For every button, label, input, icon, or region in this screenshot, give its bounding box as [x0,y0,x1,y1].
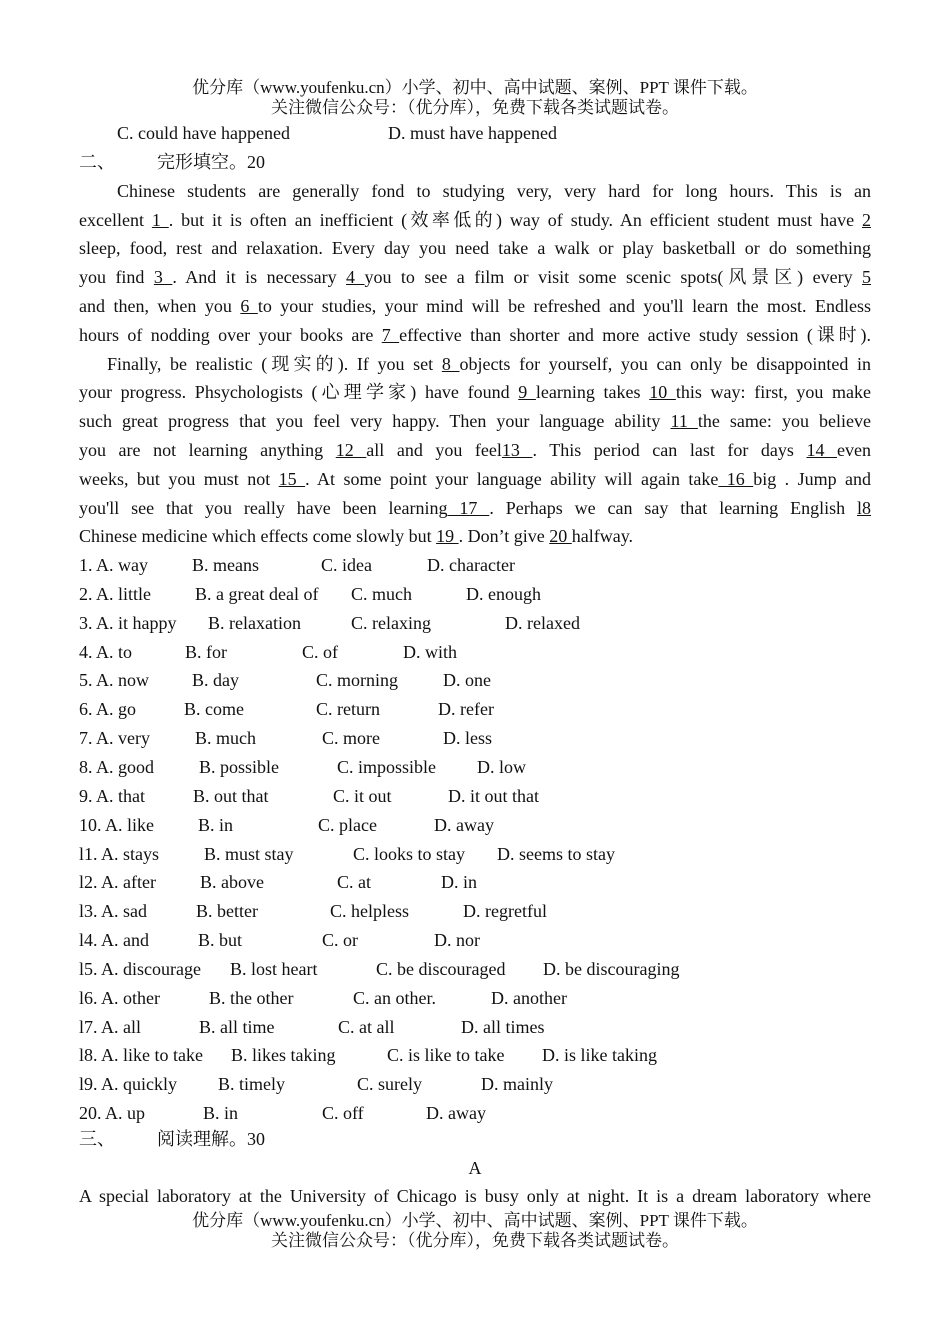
passage-line [79,410,871,432]
passage-line: sleep, food, rest and relaxation. Every day you need take a walk or play basketball or do something [79,238,871,258]
question-option-c: C. of [302,642,338,662]
prev-option-c: C. could have happened [117,123,290,143]
question-option-d: D. with [403,642,457,662]
question-option-d: D. all times [461,1017,545,1037]
reading-heading: A [468,1158,482,1178]
blank-10: 10 [649,382,676,402]
passage-text: weeks, but you must not [79,469,279,489]
passage-text: you find [79,267,154,287]
question-option-c: C. more [322,728,380,748]
question-option-c: C. surely [357,1074,422,1094]
blank-6: 6 [240,296,258,316]
question-option-c: C. idea [321,555,372,575]
question-option-b: B. relaxation [208,613,301,633]
question-option-a: l2. A. after [79,872,156,892]
question-option-c: C. helpless [330,901,409,921]
question-option-a: l9. A. quickly [79,1074,177,1094]
question-option-d: D. be discouraging [543,959,680,979]
section3-title: 阅读理解。30 [157,1129,265,1149]
section2-title: 完形填空。20 [157,152,265,172]
question-option-b: B. timely [218,1074,285,1094]
blank-11: 11 [670,411,698,431]
blank-19: 19 [436,526,459,546]
prev-option-d: D. must have happened [388,123,557,143]
passage-line [107,353,871,375]
question-option-d: D. it out that [448,786,539,806]
question-option-a: l5. A. discourage [79,959,201,979]
passage-line [79,525,633,547]
passage-text: objects for yourself, you can only be disappointed in [459,354,871,374]
question-option-c: C. or [322,930,358,950]
question-option-d: D. away [434,815,494,835]
passage-text: Finally, be realistic (现实的). If you set [107,354,442,374]
question-option-d: D. in [441,872,477,892]
question-option-d: D. one [443,670,491,690]
question-option-b: B. lost heart [230,959,318,979]
question-option-a: 4. A. to [79,642,133,662]
question-option-c: C. relaxing [351,613,431,633]
question-option-c: C. place [318,815,377,835]
question-option-b: B. a great deal of [195,584,319,604]
header-line-2: 关注微信公众号：（优分库），免费下载各类试题试卷。 [271,98,679,117]
blank-2: 2 [862,210,871,230]
question-option-b: B. much [195,728,256,748]
question-option-d: D. enough [466,584,541,604]
question-option-c: C. it out [333,786,392,806]
blank-1: 1 [151,210,169,230]
passage-line [79,468,871,490]
question-option-c: C. off [322,1103,364,1123]
passage-text: and then, when you [79,296,241,316]
question-option-d: D. regretful [463,901,547,921]
passage-line [79,439,871,461]
passage-text: Chinese medicine which effects come slowly but [79,526,437,546]
passage-text: . And it is necessary [172,267,347,287]
passage-line [79,381,871,403]
passage-line [79,266,871,288]
blank-15: 15 [278,469,306,489]
blank-7: 7 [381,325,400,345]
passage-text: you'll see that you really have been learning [79,498,448,518]
question-option-d: D. less [443,728,492,748]
question-option-c: C. is like to take [387,1045,505,1065]
question-option-a: l7. A. all [79,1017,141,1037]
question-option-d: D. low [477,757,526,777]
passage-text: your progress. Phsychologists (心理学家) have found [79,382,519,402]
question-option-a: 3. A. it happy [79,613,177,633]
question-option-b: B. must stay [204,844,294,864]
passage-line [79,209,871,231]
question-option-b: B. but [198,930,243,950]
section2-number: 二、 [79,152,115,172]
passage-text: . Perhaps we can say that learning English [489,498,846,518]
question-option-a: 6. A. go [79,699,137,719]
question-option-d: D. another [491,988,567,1008]
reading-first-line: A special laboratory at the University of Chicago is busy only at night. It is a dream laboratory where [79,1186,871,1206]
passage-line [79,497,871,519]
question-option-a: l3. A. sad [79,901,148,921]
blank-16: 16 [718,469,754,489]
question-option-d: D. mainly [481,1074,553,1094]
passage-line [79,324,871,346]
question-option-b: B. better [196,901,258,921]
passage-text: the same: you believe [697,411,871,431]
question-option-a: 7. A. very [79,728,150,748]
question-option-d: D. refer [438,699,494,719]
question-option-b: B. out that [193,786,269,806]
question-option-c: C. at all [338,1017,395,1037]
question-option-a: 2. A. little [79,584,151,604]
question-option-c: C. impossible [337,757,437,777]
question-option-c: C. an other. [353,988,436,1008]
blank-14: 14 [806,440,838,460]
question-option-b: B. likes taking [231,1045,336,1065]
question-option-a: 10. A. like [79,815,154,835]
blank-13: 13 [501,440,533,460]
question-option-a: l4. A. and [79,930,149,950]
passage-text: effective than shorter and more active study session (课时). [399,325,872,345]
header-line-1: 优分库（www.youfenku.cn）小学、初中、高中试题、案例、PPT 课件下载。 [192,78,758,97]
blank-5: 5 [862,267,872,287]
question-option-a: 9. A. that [79,786,145,806]
question-option-b: B. in [203,1103,239,1123]
question-option-c: C. at [337,872,371,892]
section3-number: 三、 [79,1129,115,1149]
passage-text: . At some point your language ability will again take [305,469,719,489]
blank-12: 12 [335,440,367,460]
question-option-a: l1. A. stays [79,844,160,864]
passage-text: halfway. [571,526,634,546]
question-option-b: B. all time [199,1017,275,1037]
passage-line [79,295,871,317]
footer-line-2: 关注微信公众号：（优分库），免费下载各类试题试卷。 [271,1231,679,1250]
question-option-d: D. character [427,555,515,575]
question-option-a: 5. A. now [79,670,150,690]
question-option-d: D. nor [434,930,480,950]
question-option-a: 8. A. good [79,757,155,777]
question-option-b: B. in [198,815,234,835]
question-option-b: B. day [192,670,239,690]
question-option-c: C. be discouraged [376,959,506,979]
blank-4: 4 [346,267,365,287]
passage-text: such great progress that you feel very happy. Then your language ability [79,411,671,431]
passage-text: even [837,440,872,460]
question-option-b: B. come [184,699,244,719]
passage-text: all and you feel [366,440,502,460]
question-option-c: C. return [316,699,380,719]
blank-17: 17 [447,498,490,518]
passage-text: learning takes [535,382,650,402]
passage-text: . This period can last for days [532,440,807,460]
question-option-a: 20. A. up [79,1103,146,1123]
question-option-b: B. means [192,555,259,575]
question-option-a: 1. A. way [79,555,148,575]
question-option-a: l6. A. other [79,988,160,1008]
question-option-b: B. possible [199,757,280,777]
passage-text: this way: first, you make [675,382,872,402]
question-option-c: C. looks to stay [353,844,466,864]
passage-text: you to see a film or visit some scenic spots(风景区) every [364,267,863,287]
question-option-d: D. away [426,1103,486,1123]
question-option-c: C. morning [316,670,399,690]
blank-8: 8 [441,354,460,374]
passage-text: hours of nodding over your books are [79,325,382,345]
passage-text: . but it is often an inefficient (效率低的) way of study. An efficient student must have [168,210,855,230]
question-option-d: D. is like taking [542,1045,657,1065]
question-option-a: l8. A. like to take [79,1045,203,1065]
question-option-b: B. for [185,642,227,662]
question-option-d: D. seems to stay [497,844,615,864]
passage-text: to your studies, your mind will be refreshed and you'll learn the most. Endless [257,296,872,316]
question-option-b: B. the other [209,988,294,1008]
blank-18: l8 [857,498,872,518]
passage-text: you are not learning anything [79,440,336,460]
passage-text: excellent [79,210,152,230]
question-option-d: D. relaxed [505,613,580,633]
passage-text: big . Jump and [753,469,872,489]
blank-20: 20 [549,526,572,546]
question-option-b: B. above [200,872,264,892]
passage-text: . Don’t give [458,526,550,546]
blank-3: 3 [153,267,173,287]
blank-9: 9 [518,382,536,402]
footer-line-1: 优分库（www.youfenku.cn）小学、初中、高中试题、案例、PPT 课件下载。 [192,1211,758,1230]
passage-line: Chinese students are generally fond to studying very, very hard for long hours. This is an [117,181,871,201]
question-option-c: C. much [351,584,412,604]
